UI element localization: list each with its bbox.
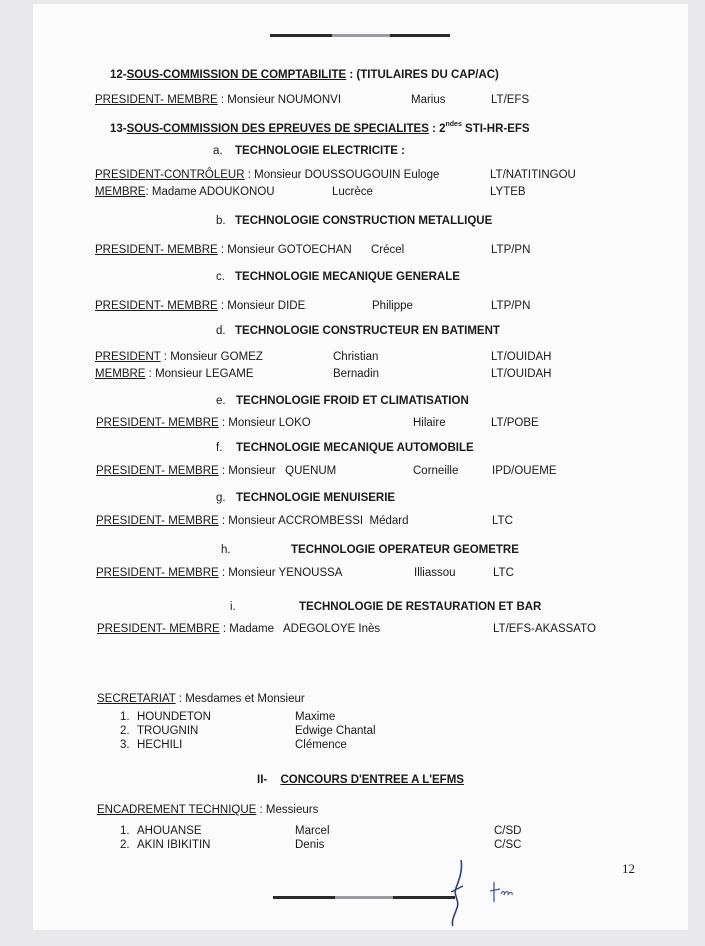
secretariat-label: SECRETARIAT (97, 693, 176, 705)
member-name: AHOUANSE (137, 825, 202, 837)
member-firstname: Christian (333, 351, 379, 363)
secretariat-suffix: : Mesdames et Monsieur (175, 693, 305, 705)
member-row (95, 185, 275, 199)
member-firstname: Philippe (372, 300, 413, 312)
member-org: LT/NATITINGOU (490, 169, 576, 181)
member-row (95, 168, 439, 182)
member-org: LTC (492, 515, 513, 527)
subsection-title: TECHNOLOGIE OPERATEUR GEOMETRE (291, 544, 519, 556)
heading-13 (110, 118, 530, 136)
member-org: IPD/OUEME (492, 465, 557, 477)
member-org: LT/POBE (491, 417, 539, 429)
heading-tail: STI-HR-EFS (461, 123, 530, 135)
member-name: : Madame ADEGOLOYE Inès (219, 623, 381, 635)
heading-12 (110, 68, 499, 82)
member-firstname: Corneille (413, 465, 459, 477)
heading-suffix: : 2 (428, 123, 446, 135)
member-row (95, 93, 341, 107)
member-firstname: Lucrèce (332, 186, 373, 198)
member-row (96, 566, 342, 580)
member-org: LTP/PN (491, 244, 531, 256)
list-number: 2. (120, 725, 130, 737)
member-firstname: Crécel (371, 244, 405, 256)
member-firstname: Clémence (295, 739, 347, 751)
member-org: C/SC (494, 839, 522, 851)
heading-number: 12- (110, 69, 127, 81)
subsection-letter: c. (216, 271, 225, 283)
list-number: 1. (120, 825, 130, 837)
member-name: : Monsieur YENOUSSA (218, 567, 343, 579)
member-row (96, 514, 409, 528)
subsection-letter: b. (216, 215, 226, 227)
heading-title: SOUS-COMMISSION DE COMPTABILITE (126, 69, 347, 81)
encadrement-label: ENCADREMENT TECHNIQUE (97, 804, 257, 816)
member-name: AKIN IBIKITIN (137, 839, 211, 851)
member-row (95, 350, 263, 364)
member-org: LTC (493, 567, 514, 579)
member-firstname: Marius (411, 94, 446, 106)
heading-title: SOUS-COMMISSION DES EPREUVES DE SPECIALITES (126, 123, 429, 135)
member-row (97, 622, 380, 636)
member-org: LT/OUIDAH (491, 368, 552, 380)
encadrement-suffix: : Messieurs (256, 804, 319, 816)
section-number: II- (257, 774, 268, 786)
member-name: : Monsieur LOKO (218, 417, 311, 429)
role-label: MEMBRE (95, 186, 146, 198)
role-label: PRESIDENT- MEMBRE (96, 515, 219, 527)
secretariat-heading (97, 692, 305, 706)
heading-number: 13- (110, 123, 127, 135)
subsection-title: TECHNOLOGIE MECANIQUE AUTOMOBILE (236, 442, 474, 454)
member-firstname: Marcel (295, 825, 330, 837)
member-org: LT/OUIDAH (491, 351, 552, 363)
member-firstname: Illiassou (414, 567, 456, 579)
subsection-letter: a. (213, 145, 223, 157)
subsection-title: TECHNOLOGIE MECANIQUE GENERALE (235, 271, 460, 283)
member-name: : Monsieur GOMEZ (160, 351, 263, 363)
member-firstname: Maxime (295, 711, 336, 723)
list-number: 3. (120, 739, 130, 751)
member-row (95, 367, 254, 381)
member-name: : Monsieur ACCROMBESSI Médard (218, 515, 409, 527)
member-name: : Monsieur QUENUM (218, 465, 337, 477)
role-label: PRESIDENT (95, 351, 161, 363)
member-firstname: Bernadin (333, 368, 380, 380)
role-label: PRESIDENT- MEMBRE (96, 465, 219, 477)
member-row (96, 464, 336, 478)
member-org: LT/EFS (491, 94, 530, 106)
subsection-letter: d. (216, 325, 226, 337)
page-number: 12 (622, 861, 635, 876)
top-rule (270, 34, 450, 37)
member-row (95, 299, 305, 313)
subsection-letter: g. (216, 492, 226, 504)
member-firstname: Denis (295, 839, 325, 851)
section-heading (257, 773, 464, 787)
role-label: PRESIDENT- MEMBRE (96, 417, 219, 429)
subsection-letter: e. (216, 395, 226, 407)
role-label: PRESIDENT-CONTRÔLEUR (95, 169, 245, 181)
subsection-title: TECHNOLOGIE CONSTRUCTEUR EN BATIMENT (235, 325, 500, 337)
member-name: : Monsieur GOTOECHAN (217, 244, 352, 256)
member-name: : Monsieur LEGAME (145, 368, 254, 380)
initials-mark (489, 878, 515, 904)
section-title: CONCOURS D'ENTREE A L'EFMS (280, 774, 464, 786)
document-page (33, 4, 688, 930)
member-name: HOUNDETON (137, 711, 211, 723)
list-number: 2. (120, 839, 130, 851)
member-org: C/SD (494, 825, 522, 837)
role-label: PRESIDENT- MEMBRE (95, 244, 218, 256)
heading-superscript: ndes (445, 121, 462, 128)
member-row (96, 416, 311, 430)
role-label: PRESIDENT- MEMBRE (95, 300, 218, 312)
member-name: HECHILI (137, 739, 183, 751)
heading-suffix: : (TITULAIRES DU CAP/AC) (346, 69, 499, 81)
subsection-title: TECHNOLOGIE DE RESTAURATION ET BAR (299, 601, 542, 613)
subsection-title: TECHNOLOGIE CONSTRUCTION METALLIQUE (235, 215, 493, 227)
subsection-letter: i. (230, 601, 236, 613)
bottom-rule (273, 896, 455, 899)
role-label: PRESIDENT- MEMBRE (96, 567, 219, 579)
member-org: LTP/PN (491, 300, 531, 312)
member-org: LT/EFS-AKASSATO (493, 623, 596, 635)
member-name: : Monsieur DOUSSOUGOUIN Euloge (244, 169, 440, 181)
role-label: MEMBRE (95, 368, 146, 380)
separator: : (217, 94, 228, 106)
subsection-letter: h. (221, 544, 231, 556)
member-firstname: Edwige Chantal (295, 725, 376, 737)
list-number: 1. (120, 711, 130, 723)
subsection-title: TECHNOLOGIE FROID ET CLIMATISATION (236, 395, 469, 407)
member-name: Monsieur NOUMONVI (227, 94, 342, 106)
signature-mark (443, 856, 473, 928)
subsection-letter: f. (216, 442, 223, 454)
member-firstname: Hilaire (413, 417, 446, 429)
member-row (95, 243, 352, 257)
encadrement-heading (97, 803, 318, 817)
member-org: LYTEB (490, 186, 526, 198)
role-label: PRESIDENT- MEMBRE (95, 94, 218, 106)
subsection-title: TECHNOLOGIE ELECTRICITE : (235, 145, 405, 157)
member-name: TROUGNIN (137, 725, 199, 737)
member-name: : Monsieur DIDE (217, 300, 306, 312)
subsection-title: TECHNOLOGIE MENUISERIE (236, 492, 396, 504)
role-label: PRESIDENT- MEMBRE (97, 623, 220, 635)
member-name: : Madame ADOUKONOU (145, 186, 275, 198)
